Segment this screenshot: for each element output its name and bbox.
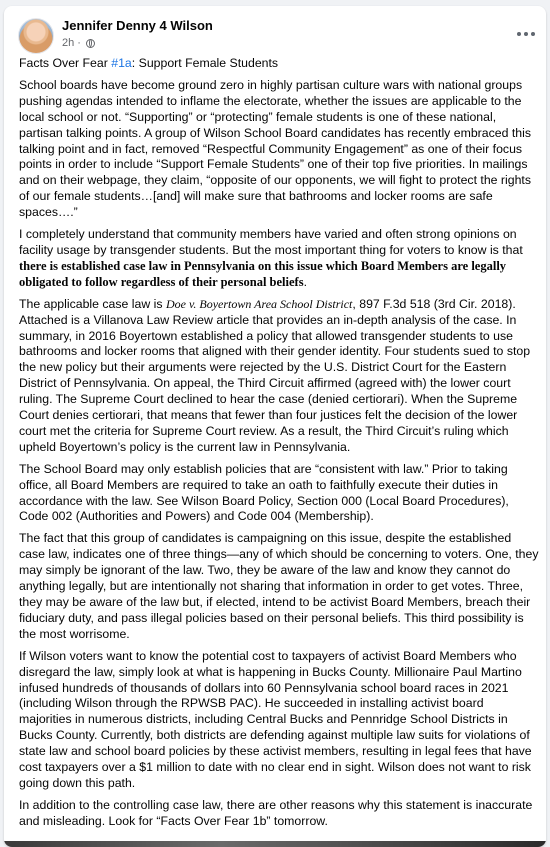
paragraph-3-start: The applicable case law is [19,296,166,311]
attached-image-edge[interactable] [4,841,546,847]
paragraph-2-end: . [303,274,308,289]
post-meta [62,37,95,49]
hashtag-link[interactable]: #1a [111,56,132,70]
meta-separator: · [77,37,81,49]
more-options-icon[interactable] [514,24,538,44]
paragraph-3-rest: , 897 F.3d 518 (3rd Cir. 2018). Attached is a Villanova Law Review article that provides an in-depth analysis of the case. In summary, in 2016 Boyertown established a policy that allowed transgender students to use bathrooms and locker rooms that aligned with their gender identity. Four students sued to stop the new policy but their arguments were rejected by the U.S. District Court for the Eastern District of Pennsylvania. On appeal, the Third Circuit affirmed (agreed with) the lower court ruling. The Supreme Court declined to hear the case (denied certiorari). When the Supreme Court denies certiorari, that means that fewer than four justices felt the decision of the lower court met the criteria for Supreme Court review. As a result, the Third Circuit’s ruling which upheld Boyertown’s policy is the current law in Pennsylvania. [19,296,531,454]
paragraph-7: In addition to the controlling case law, there are other reasons why this statement is inaccurate and misleading. Look for “Facts Over Fear 1b” tomorrow. [19,797,533,828]
paragraph-2 [19,227,539,291]
post-title [19,56,539,72]
post-time[interactable]: 2h [62,37,75,49]
post-body [19,56,539,836]
paragraph-2-text: I completely understand that community members have varied and often strong opinions on facility usage by transgender students. But the most important thing for voters to know is that [19,227,523,257]
paragraph-3 [19,297,539,456]
avatar[interactable] [18,18,54,54]
paragraph-4: The School Board may only establish policies that are “consistent with law.” Prior to taking office, all Board Members are required to take an oath to faithfully execute their duties in accordance with the law. See Wilson Board Policy, Section 000 (Local Board Procedures), Code 002 (Authorities and Powers) and Code 004 (Membership). [19,461,509,524]
title-prefix: Facts Over Fear [19,56,112,70]
paragraph-5: The fact that this group of candidates is campaigning on this issue, despite the established case law, indicates one of three things—any of which should be concerning to voters. One, they may simply be ignorant of the law. Two, they be aware of the law and know they cannot do anything legally, but are intentionally not sharing that information in order to get votes. Three, they may be aware of the law but, if elected, intend to be activist Board Members, breach their fiduciary duty, and pass illegal policies based on their personal beliefs. This third possibility is the most worrisome. [19,531,539,641]
paragraph-2-bold: there is established case law in Pennsylvania on this issue which Board Members are legally obligated to follow regardless of their personal beliefs [19,258,507,289]
paragraph-1: School boards have become ground zero in highly partisan culture wars with national groups pushing agendas intended to inflame the electorate, whether the issues are applicable to the local school or not. “Supporting” or “protecting” female students is one of these national, partisan talking points. A group of Wilson School Board candidates has recently embraced this talking point and in fact, removed “Respectful Community Engagement” as one of their focus points in order to include “Support Female Students” one of their top five priorities. In mailings and on their webpage, they claim, “opposite of our opponents, we will fight to protect the rights of our female students…[and] will make sure that bathrooms and locker rooms are safe spaces….” [19,77,531,220]
paragraph-6: If Wilson voters want to know the potential cost to taxpayers of activist Board Members who disregard the law, simply look at what is happening in Bucks County. Millionaire Paul Martino infused hundreds of thousands of dollars into 60 Pennsylvania school board races in 2021 (including Wilson through the RPWSB PAC). He succeeded in installing activist board majorities in numerous districts, including Central Bucks and Pennridge School Districts in Bucks County. Currently, both districts are defending against multiple law suits for violations of state law and school board policies by these activist members, resulting in legal fees that have cost taxpayers over a $1 million to date with no clear end in sight. Wilson does not want to risk going down this path. [19,648,532,790]
post-card [4,6,546,847]
globe-icon[interactable] [86,39,95,48]
author-name[interactable]: Jennifer Denny 4 Wilson [62,18,213,33]
title-suffix: : Support Female Students [131,56,279,70]
case-name: Doe v. Boyertown Area School District [165,296,353,311]
post-header [18,18,538,58]
